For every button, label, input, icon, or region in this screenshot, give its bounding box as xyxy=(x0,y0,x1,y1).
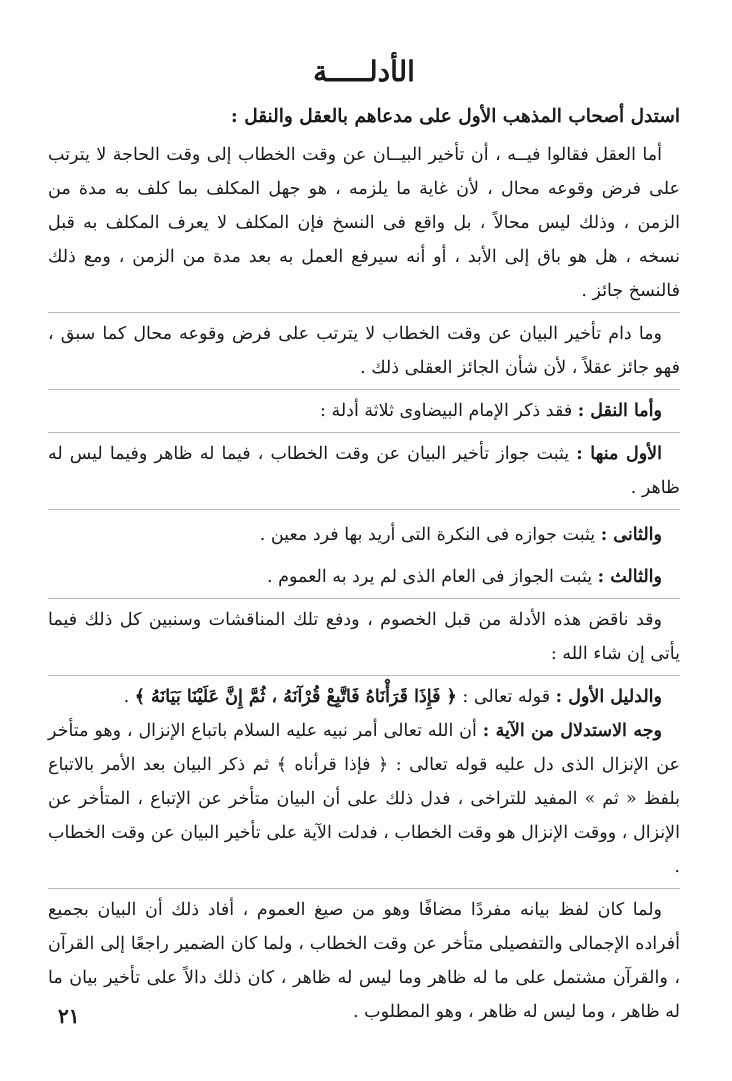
quran-verse: ﴿ فَإِذَا قَرَأْنَاهُ فَاتَّبِعْ قُرْآنَهُ ، ثُمَّ إِنَّ عَلَيْنَا بَيَانَهُ ﴾ xyxy=(134,687,457,707)
paragraph-end: . xyxy=(123,687,135,707)
section-title: الأدلـــــة xyxy=(313,55,415,88)
paragraph-objections: وقد ناقض هذه الأدلة من قبل الخصوم ، ودفع تلك المناقشات وسنبين كل ذلك فيما يأتى إن شاء الله : xyxy=(48,610,680,664)
divider xyxy=(48,888,680,889)
paragraph-generality: ولما كان لفظ بيانه مفردًا مضافًا وهو من صيغ العموم ، أفاد ذلك أن البيان بجميع أفراده الإجمالى والتفصيلى متأخر عن وقت الخطاب ، ولما كان الضمير راجعًا إلى القرآن ، والقرآن مشتمل على ما له ظاهر وما ليس له ظاهر ، كان ذلك دالاً على تأخير بيان ما له ظاهر ، وما ليس له ظاهر ، وهو المطلوب . xyxy=(48,900,680,1022)
paragraph-inference xyxy=(48,714,680,884)
divider xyxy=(48,509,680,510)
paragraph-text: يثبت جواز تأخير البيان عن وقت الخطاب ، فيما له ظاهر وفيما ليس له ظاهر . xyxy=(48,444,680,498)
divider xyxy=(48,675,680,676)
paragraph-first-evidence xyxy=(48,680,680,714)
page-content xyxy=(48,50,680,1029)
paragraph-text: يثبت الجواز فى العام الذى لم يرد به العموم . xyxy=(267,567,598,587)
paragraph-lead: والدليل الأول : xyxy=(555,687,662,707)
divider xyxy=(48,598,680,599)
paragraph-text: يثبت جوازه فى النكرة التى أريد بها فرد معين . xyxy=(259,525,601,545)
page-number: ٢١ xyxy=(58,1004,80,1028)
paragraph-lead: الأول منها : xyxy=(576,444,662,464)
divider xyxy=(48,389,680,390)
divider xyxy=(48,312,680,313)
paragraph-lead: والثانى : xyxy=(600,525,662,545)
paragraph-text: فقد ذكر الإمام البيضاوى ثلاثة أدلة : xyxy=(320,401,578,421)
paragraph-first-proof xyxy=(48,437,680,505)
paragraph-lead: وأما النقل : xyxy=(577,401,662,421)
section-subtitle: استدل أصحاب المذهب الأول على مدعاهم بالعقل والنقل : xyxy=(230,106,680,127)
divider xyxy=(48,432,680,433)
paragraph-reason-conclusion: وما دام تأخير البيان عن وقت الخطاب لا يترتب على فرض وقوعه محال كما سبق ، فهو جائز عقلاً ، لأن شأن الجائز العقلى ذلك . xyxy=(48,324,680,378)
paragraph-lead: والثالث : xyxy=(597,567,662,587)
paragraph-lead: وجه الاستدلال من الآية : xyxy=(482,721,662,741)
paragraph-transmission xyxy=(48,394,680,428)
paragraph-reason: أما العقل فقالوا فيــه ، أن تأخير البيــان عن وقت الخطاب إلى وقت الحاجة لا يترتب على فرض وقوعه محال ، لأن غاية ما يلزمه ، هو جهل المكلف بما كلف به مدة من الزمن ، وذلك ليس محالاً ، بل واقع فى النسخ فإن المكلف لا يعرف المكلف به قبل نسخه ، هل هو باق إلى الأبد ، أو أنه سيرفع العمل به بعد مدة من الزمن ، ومع ذلك فالنسخ جائز . xyxy=(48,145,680,301)
paragraph-second-proof xyxy=(48,518,680,552)
paragraph-text: قوله تعالى : xyxy=(456,687,556,707)
paragraph-text: أن الله تعالى أمر نبيه عليه السلام باتباع الإنزال ، وهو متأخر عن الإنزال الذى دل عليه قوله تعالى : ﴿ فإذا قرأناه ﴾ ثم ذكر البيان بعد الأمر بالاتباع بلفظ « ثم » المفيد للتراخى ، فدل ذلك على أن البيان متأخر عن الإتباع ، المتأخر عن الإنزال ، ووقت الإنزال هو وقت الخطاب ، فدلت الآية على تأخير البيان عن وقت الخطاب . xyxy=(48,721,680,877)
paragraph-third-proof xyxy=(48,560,680,594)
